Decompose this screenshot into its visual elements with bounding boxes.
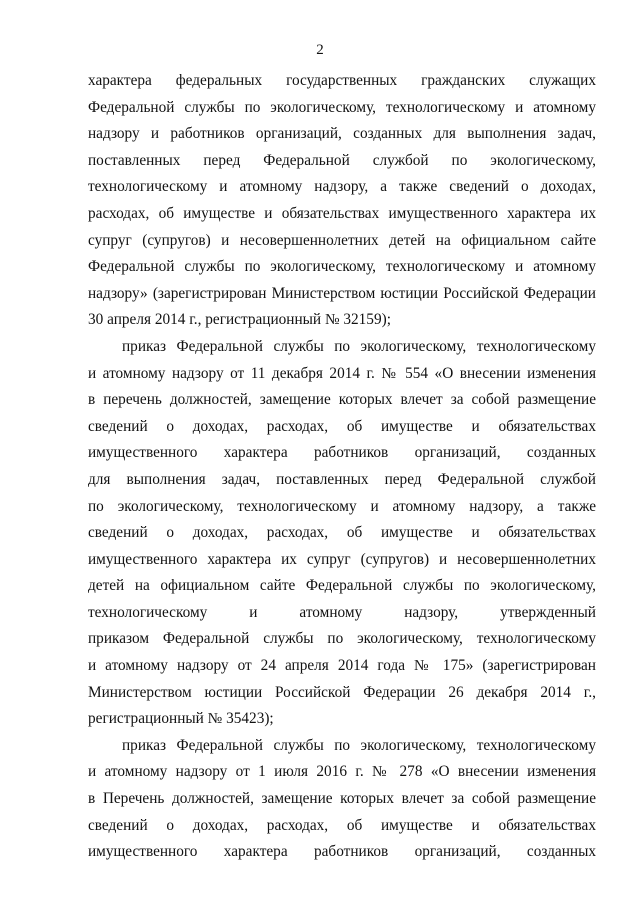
text-line: 30 апреля 2014 г., регистрационный № 32159);: [88, 311, 391, 329]
text-line: поставленных перед Федеральной службой по экологическому,: [88, 151, 596, 169]
text-line: регистрационный № 35423);: [88, 710, 274, 728]
text-line: и атомному надзору от 11 декабря 2014 г. № 554 «О внесении изменения: [88, 364, 596, 382]
text-line: технологическому и атомному надзору, утвержденный: [88, 603, 596, 621]
text-line: в перечень должностей, замещение которых влечет за собой размещение: [88, 391, 596, 409]
text-line: имущественного характера их супруг (супругов) и несовершеннолетних: [88, 550, 596, 568]
text-line: имущественного характера работников организаций, созданных: [88, 843, 596, 861]
text-line: Федеральной службы по экологическому, технологическому и атомному: [88, 98, 596, 116]
text-line: Министерством юстиции Российской Федерации 26 декабря 2014 г.,: [88, 683, 596, 701]
text-line: характера федеральных государственных гражданских служащих: [88, 72, 596, 89]
text-line: и атомному надзору от 1 июля 2016 г. № 278 «О внесении изменения: [88, 763, 596, 781]
document-body: [88, 68, 596, 866]
paragraph-3: [88, 733, 596, 866]
paragraph-2: [88, 334, 596, 733]
text-line: сведений о доходах, расходах, об имуществе и обязательствах: [88, 417, 596, 435]
text-line: приказ Федеральной службы по экологическому, технологическому: [122, 736, 596, 754]
text-line: имущественного характера работников организаций, созданных: [88, 444, 596, 462]
text-line: детей на официальном сайте Федеральной службы по экологическому,: [88, 577, 596, 595]
text-line: технологическому и атомному надзору, а также сведений о доходах,: [88, 178, 596, 196]
text-line: в Перечень должностей, замещение которых влечет за собой размещение: [88, 790, 596, 808]
text-line: супруг (супругов) и несовершеннолетних детей на официальном сайте: [88, 231, 596, 249]
text-line: для выполнения задач, поставленных перед Федеральной службой: [88, 470, 596, 488]
text-line: надзору и работников организаций, созданных для выполнения задач,: [88, 125, 596, 143]
paragraph-1: [88, 68, 596, 334]
text-line: Федеральной службы по экологическому, технологическому и атомному: [88, 258, 596, 276]
text-line: приказом Федеральной службы по экологическому, технологическому: [88, 630, 596, 648]
text-line: и атомному надзору от 24 апреля 2014 года № 175» (зарегистрирован: [88, 657, 596, 675]
text-line: по экологическому, технологическому и атомному надзору, а также: [88, 497, 596, 515]
text-line: надзору» (зарегистрирован Министерством юстиции Российской Федерации: [88, 284, 596, 302]
text-line: расходах, об имуществе и обязательствах имущественного характера их: [88, 204, 596, 222]
text-line: приказ Федеральной службы по экологическому, технологическому: [122, 337, 596, 355]
text-line: сведений о доходах, расходах, об имуществе и обязательствах: [88, 524, 596, 542]
page-number: 2: [316, 42, 324, 58]
text-line: сведений о доходах, расходах, об имуществе и обязательствах: [88, 816, 596, 834]
